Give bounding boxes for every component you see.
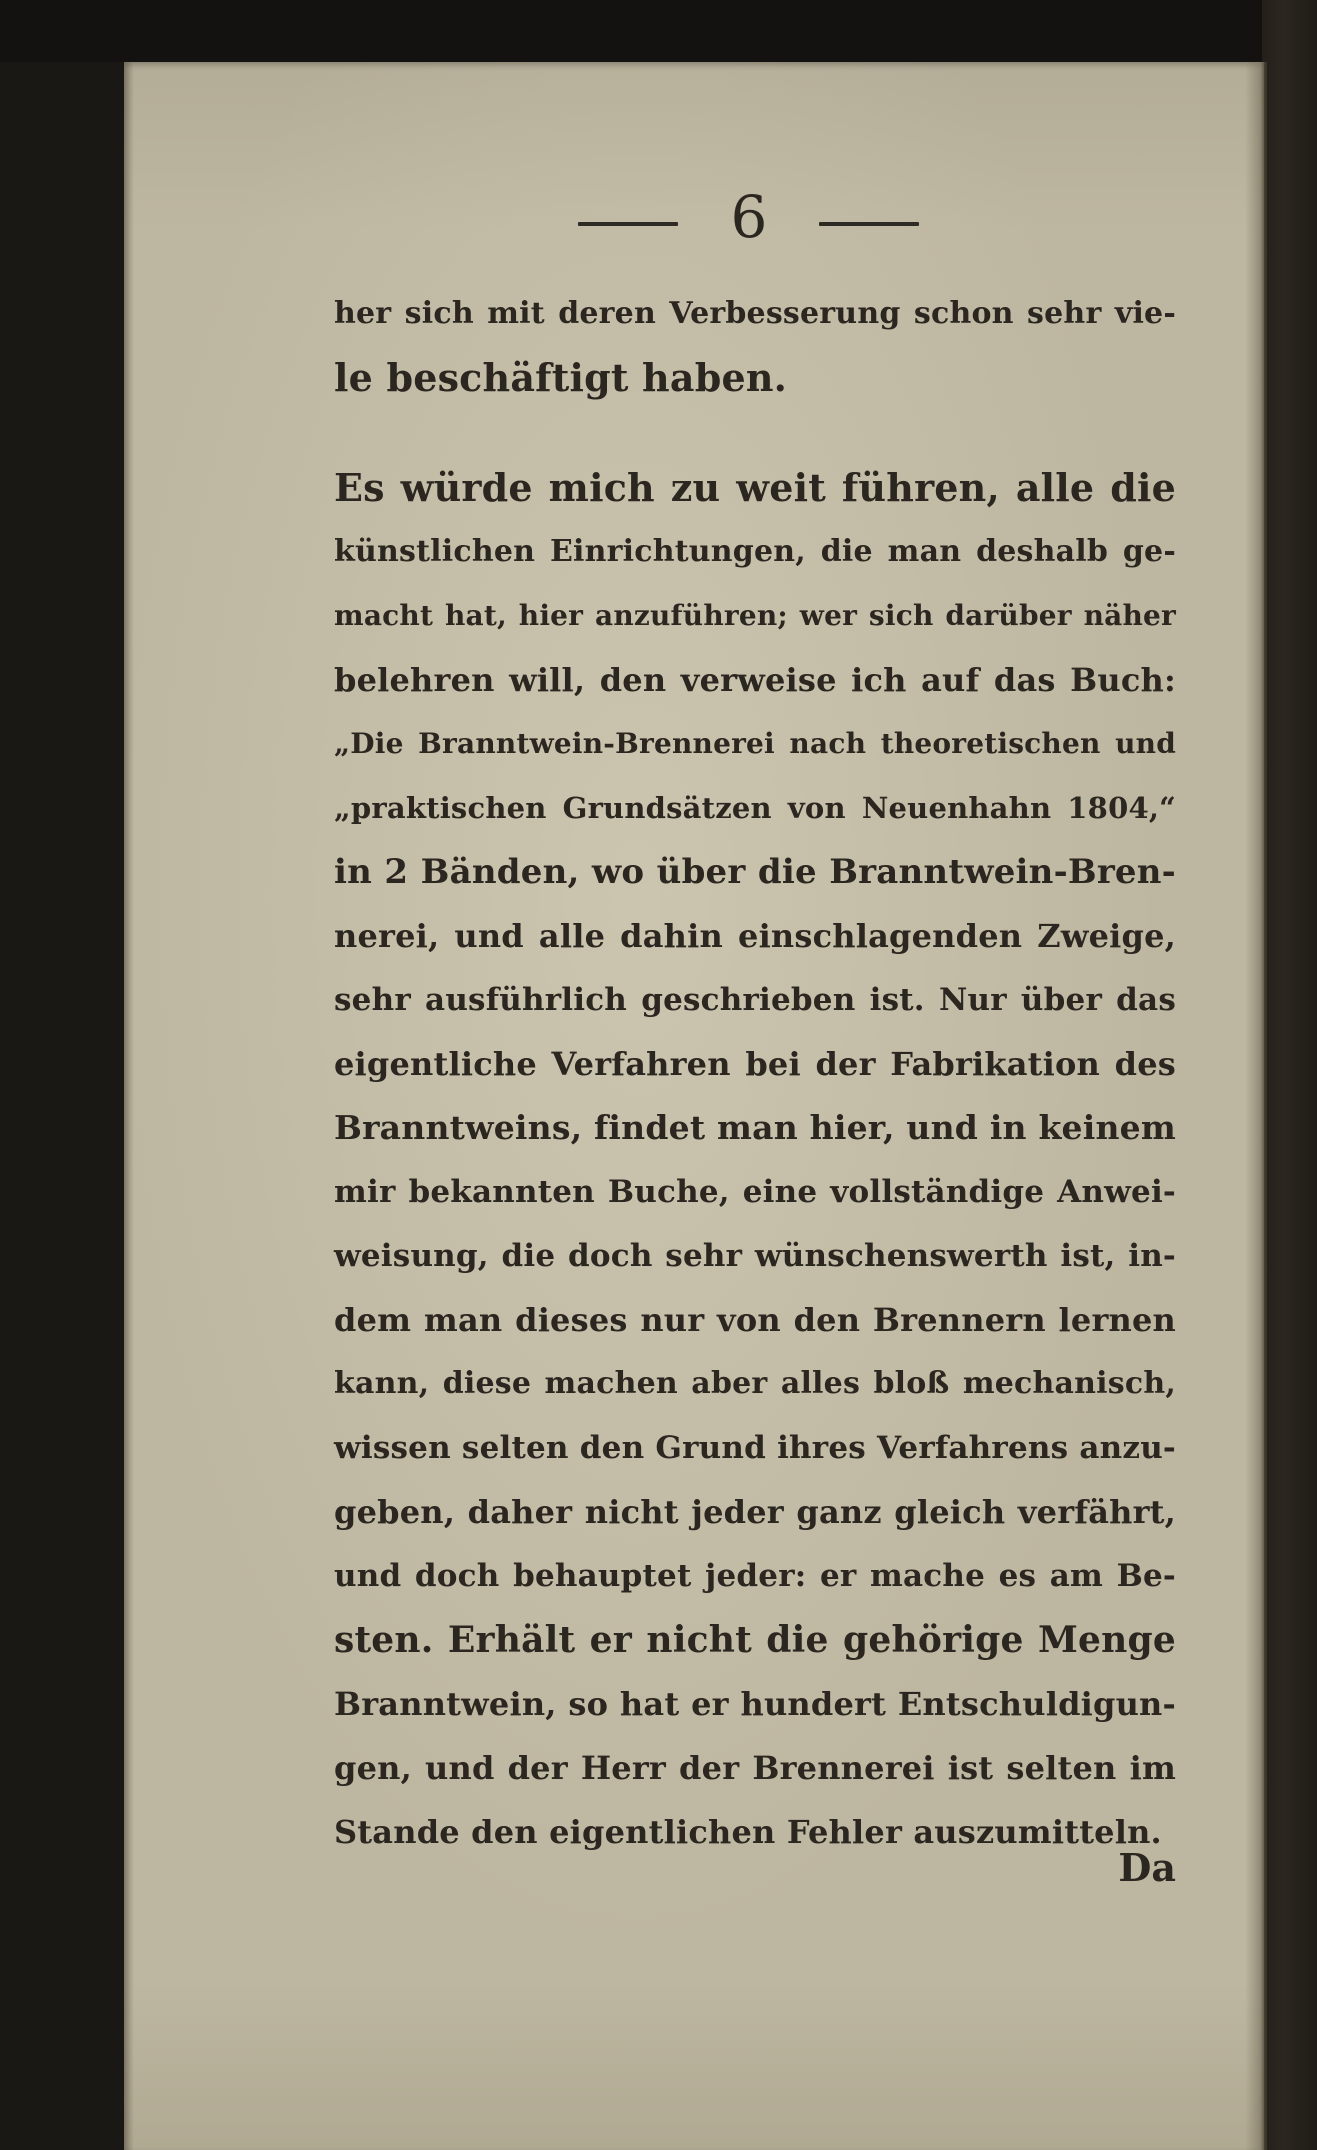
text-line: in 2 Bänden, wo über die Branntwein-Bren- — [334, 852, 1176, 892]
text-line: macht hat, hier anzuführen; wer sich darüber näher — [334, 599, 1176, 632]
text-line: und doch behauptet jeder: er mache es am Be- — [334, 1558, 1176, 1594]
header-rule-right — [819, 222, 919, 226]
page-header — [124, 182, 1264, 252]
page-gutter-shadow — [1245, 62, 1267, 2150]
text-line: „praktischen Grundsätzen von Neuenhahn 1804,“ — [334, 791, 1176, 825]
text-line: sehr ausführlich geschrieben ist. Nur über das — [334, 982, 1176, 1018]
text-line: her sich mit deren Verbesserung schon sehr vie- — [334, 296, 1176, 331]
text-line: weisung, die doch sehr wünschenswerth ist, in- — [334, 1238, 1176, 1274]
text-line: kann, diese machen aber alles bloß mechanisch, — [334, 1366, 1176, 1401]
text-line: mir bekannten Buche, eine vollständige Anwei- — [334, 1174, 1176, 1210]
text-line: Es würde mich zu weit führen, alle die — [334, 465, 1176, 510]
book-cover-edge — [1262, 0, 1317, 2150]
text-line: gen, und der Herr der Brennerei ist selten im — [334, 1749, 1176, 1787]
text-line: dem man dieses nur von den Brennern lernen — [334, 1301, 1176, 1339]
scan-backdrop — [0, 0, 1317, 62]
text-line: sten. Erhält er nicht die gehörige Menge — [334, 1619, 1176, 1661]
text-line: Branntwein, so hat er hundert Entschuldigun- — [334, 1685, 1176, 1723]
text-line: belehren will, den verweise ich auf das Buch: — [334, 661, 1176, 699]
text-line: wissen selten den Grund ihres Verfahrens anzu- — [334, 1430, 1176, 1466]
text-line: nerei, und alle dahin einschlagenden Zweige, — [334, 917, 1176, 955]
text-line: eigentliche Verfahren bei der Fabrikation des — [334, 1045, 1176, 1083]
text-line: geben, daher nicht jeder ganz gleich verfährt, — [334, 1493, 1176, 1531]
header-rule-left — [578, 222, 678, 226]
text-line: Branntweins, findet man hier, und in keinem — [334, 1108, 1176, 1147]
page-left-edge — [124, 62, 134, 2150]
page-number: 6 — [730, 183, 768, 251]
catchword: Da — [1118, 1845, 1176, 1890]
text-line: le beschäftigt haben. — [334, 355, 788, 400]
text-line: Stande den eigentlichen Fehler auszumitteln. — [334, 1813, 1162, 1851]
text-line: „Die Branntwein-Brennerei nach theoretischen und — [334, 727, 1176, 760]
text-line: künstlichen Einrichtungen, die man deshalb ge- — [334, 534, 1176, 569]
